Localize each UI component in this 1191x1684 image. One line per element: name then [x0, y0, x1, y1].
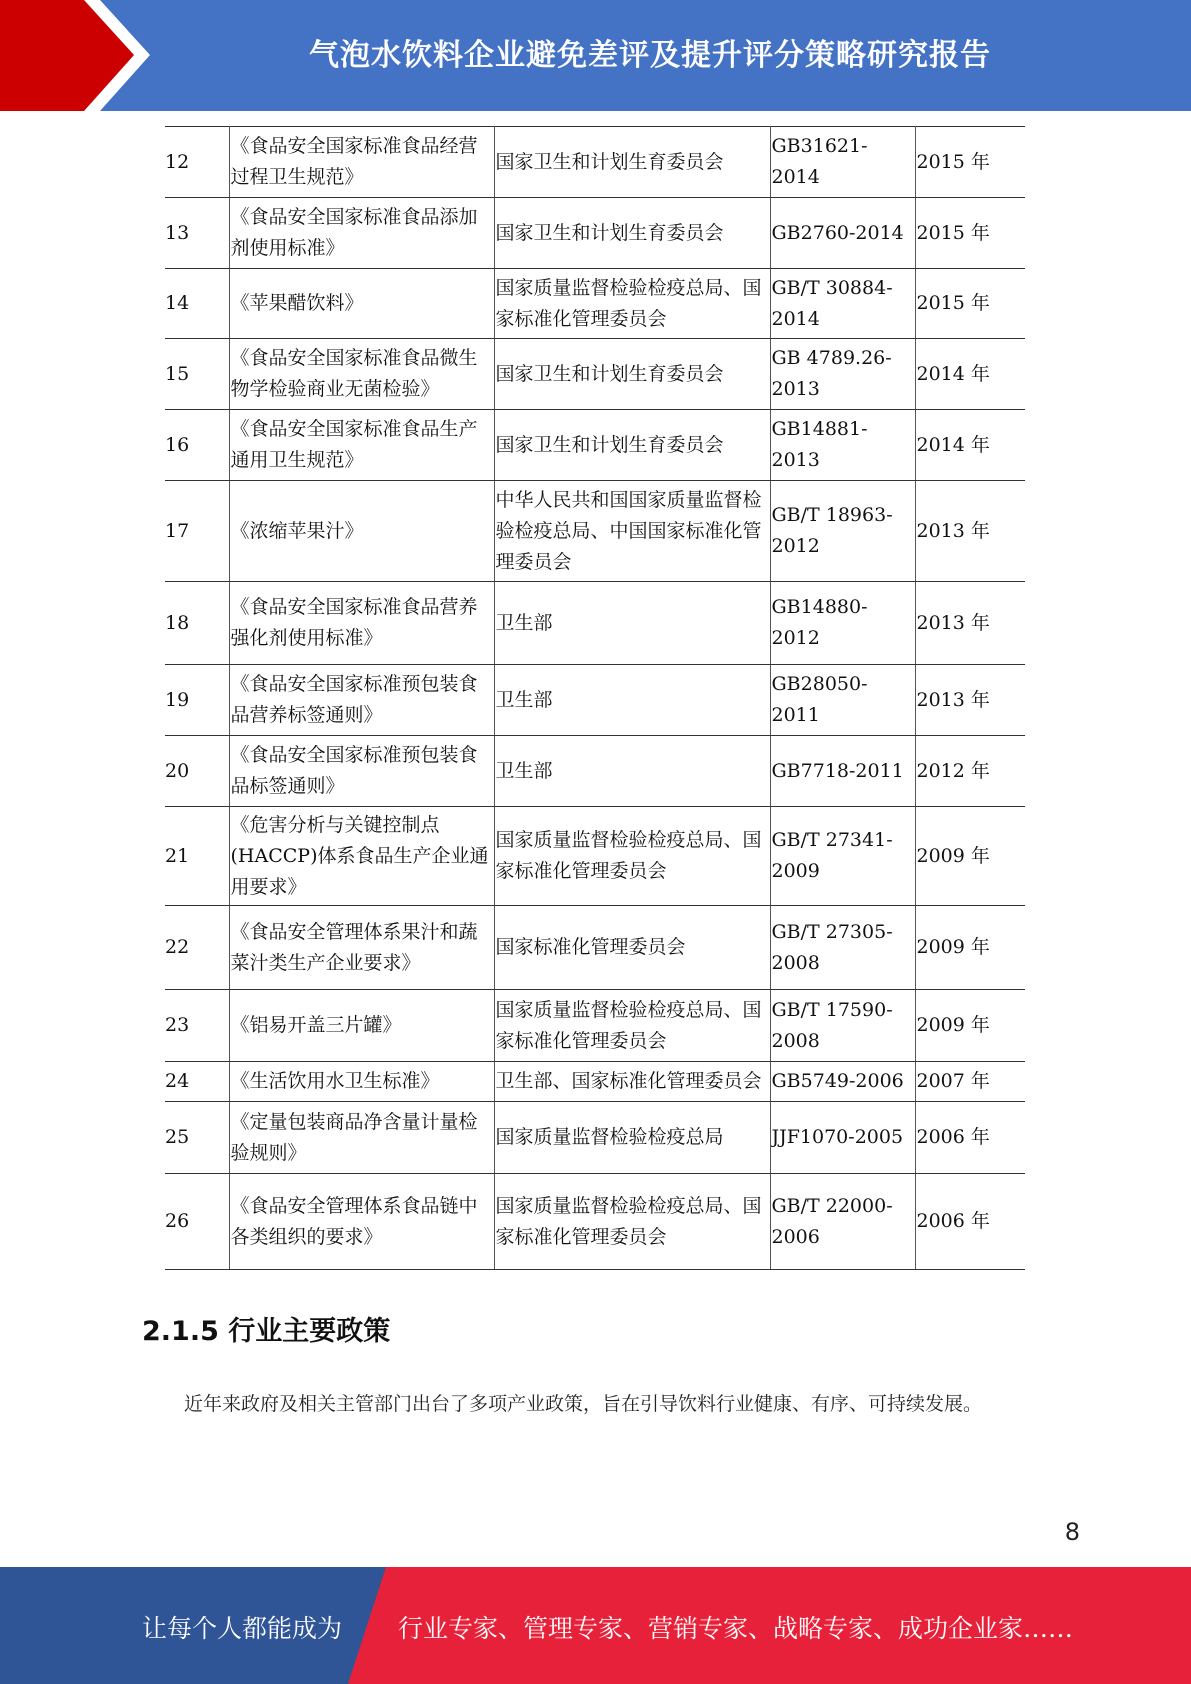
issuing-body: 国家卫生和计划生育委员会	[494, 339, 770, 410]
standard-code: GB31621-2014	[770, 127, 915, 198]
issuing-body: 国家质量监督检验检疫总局、国家标准化管理委员会	[494, 1174, 770, 1270]
standard-code: GB28050-2011	[770, 665, 915, 736]
row-number: 15	[165, 339, 229, 410]
row-number: 19	[165, 665, 229, 736]
issuing-body: 卫生部	[494, 665, 770, 736]
issuing-body: 国家卫生和计划生育委员会	[494, 198, 770, 269]
effective-year: 2015 年	[915, 269, 1025, 339]
standard-code: GB14880-2012	[770, 582, 915, 665]
effective-year: 2009 年	[915, 990, 1025, 1062]
issuing-body-text: 卫生部、国家标准化管理委员会	[495, 1070, 762, 1092]
table-row	[165, 339, 1025, 410]
section-paragraph: 近年来政府及相关主管部门出台了多项产业政策，旨在引导饮料行业健康、有序、可持续发展。	[184, 1393, 983, 1415]
effective-year: 2013 年	[915, 582, 1025, 665]
issuing-body	[494, 1062, 770, 1102]
standard-name: 《食品安全管理体系果汁和蔬菜汁类生产企业要求》	[229, 906, 494, 990]
table-row	[165, 1174, 1025, 1270]
effective-year: 2015 年	[915, 198, 1025, 269]
table-row	[165, 582, 1025, 665]
effective-year: 2014 年	[915, 339, 1025, 410]
row-number: 26	[165, 1174, 229, 1270]
standard-name: 《食品安全国家标准食品生产通用卫生规范》	[229, 410, 494, 481]
standard-name: 《危害分析与关键控制点(HACCP)体系食品生产企业通用要求》	[229, 807, 494, 906]
table-row	[165, 410, 1025, 481]
standard-code: GB/T 30884-2014	[770, 269, 915, 339]
footer-slogan-right: 行业专家、管理专家、营销专家、战略专家、成功企业家……	[398, 1614, 1074, 1643]
issuing-body: 中华人民共和国国家质量监督检验检疫总局、中国国家标准化管理委员会	[494, 481, 770, 582]
standard-code: JJF1070-2005	[770, 1102, 915, 1174]
standards-table	[165, 126, 1025, 1270]
page-footer	[0, 1567, 1191, 1684]
table-row	[165, 1102, 1025, 1174]
issuing-body: 国家质量监督检验检疫总局	[494, 1102, 770, 1174]
standard-code: GB/T 27305-2008	[770, 906, 915, 990]
table-row	[165, 1062, 1025, 1102]
standard-code: GB/T 27341-2009	[770, 807, 915, 906]
page-header	[0, 0, 1191, 111]
standard-code: GB7718-2011	[770, 736, 915, 807]
table-row	[165, 481, 1025, 582]
footer-slogan-left: 让每个人都能成为	[142, 1614, 343, 1643]
row-number: 21	[165, 807, 229, 906]
issuing-body: 国家质量监督检验检疫总局、国家标准化管理委员会	[494, 990, 770, 1062]
standard-code: GB/T 17590-2008	[770, 990, 915, 1062]
table-row	[165, 198, 1025, 269]
standard-name: 《食品安全国家标准食品经营过程卫生规范》	[229, 127, 494, 198]
table-row	[165, 269, 1025, 339]
page-number: 8	[1064, 1518, 1080, 1546]
effective-year: 2014 年	[915, 410, 1025, 481]
standard-code: GB/T 22000-2006	[770, 1174, 915, 1270]
effective-year: 2009 年	[915, 906, 1025, 990]
issuing-body: 国家卫生和计划生育委员会	[494, 127, 770, 198]
table-row	[165, 990, 1025, 1062]
effective-year: 2006 年	[915, 1174, 1025, 1270]
standard-code: GB5749-2006	[770, 1062, 915, 1102]
standard-name: 《生活饮用水卫生标准》	[229, 1062, 494, 1102]
section-heading: 2.1.5 行业主要政策	[142, 1316, 391, 1347]
row-number: 16	[165, 410, 229, 481]
row-number: 18	[165, 582, 229, 665]
table-row	[165, 906, 1025, 990]
row-number: 17	[165, 481, 229, 582]
effective-year: 2013 年	[915, 665, 1025, 736]
standard-name: 《食品安全国家标准食品营养强化剂使用标准》	[229, 582, 494, 665]
row-number: 25	[165, 1102, 229, 1174]
standard-name: 《食品安全国家标准预包装食品营养标签通则》	[229, 665, 494, 736]
table-row	[165, 127, 1025, 198]
table-row	[165, 807, 1025, 906]
effective-year: 2009 年	[915, 807, 1025, 906]
effective-year: 2006 年	[915, 1102, 1025, 1174]
row-number: 23	[165, 990, 229, 1062]
effective-year: 2007 年	[915, 1062, 1025, 1102]
standard-name: 《食品安全管理体系食品链中各类组织的要求》	[229, 1174, 494, 1270]
report-title: 气泡水饮料企业避免差评及提升评分策略研究报告	[309, 38, 991, 73]
table-row	[165, 665, 1025, 736]
issuing-body: 卫生部	[494, 736, 770, 807]
standard-name: 《铝易开盖三片罐》	[229, 990, 494, 1062]
issuing-body: 国家质量监督检验检疫总局、国家标准化管理委员会	[494, 269, 770, 339]
standard-name: 《食品安全国家标准食品添加剂使用标准》	[229, 198, 494, 269]
issuing-body: 卫生部	[494, 582, 770, 665]
effective-year: 2015 年	[915, 127, 1025, 198]
standard-code: GB14881-2013	[770, 410, 915, 481]
issuing-body: 国家标准化管理委员会	[494, 906, 770, 990]
standard-name: 《食品安全国家标准预包装食品标签通则》	[229, 736, 494, 807]
standard-code: GB2760-2014	[770, 198, 915, 269]
standard-name: 《定量包装商品净含量计量检验规则》	[229, 1102, 494, 1174]
effective-year: 2013 年	[915, 481, 1025, 582]
standard-name: 《浓缩苹果汁》	[229, 481, 494, 582]
table-row	[165, 736, 1025, 807]
issuing-body: 国家质量监督检验检疫总局、国家标准化管理委员会	[494, 807, 770, 906]
row-number: 13	[165, 198, 229, 269]
effective-year: 2012 年	[915, 736, 1025, 807]
row-number: 20	[165, 736, 229, 807]
standard-code: GB 4789.26-2013	[770, 339, 915, 410]
row-number: 22	[165, 906, 229, 990]
standard-name: 《苹果醋饮料》	[229, 269, 494, 339]
issuing-body: 国家卫生和计划生育委员会	[494, 410, 770, 481]
standard-name: 《食品安全国家标准食品微生物学检验商业无菌检验》	[229, 339, 494, 410]
standard-code: GB/T 18963-2012	[770, 481, 915, 582]
row-number: 14	[165, 269, 229, 339]
row-number: 12	[165, 127, 229, 198]
row-number: 24	[165, 1062, 229, 1102]
